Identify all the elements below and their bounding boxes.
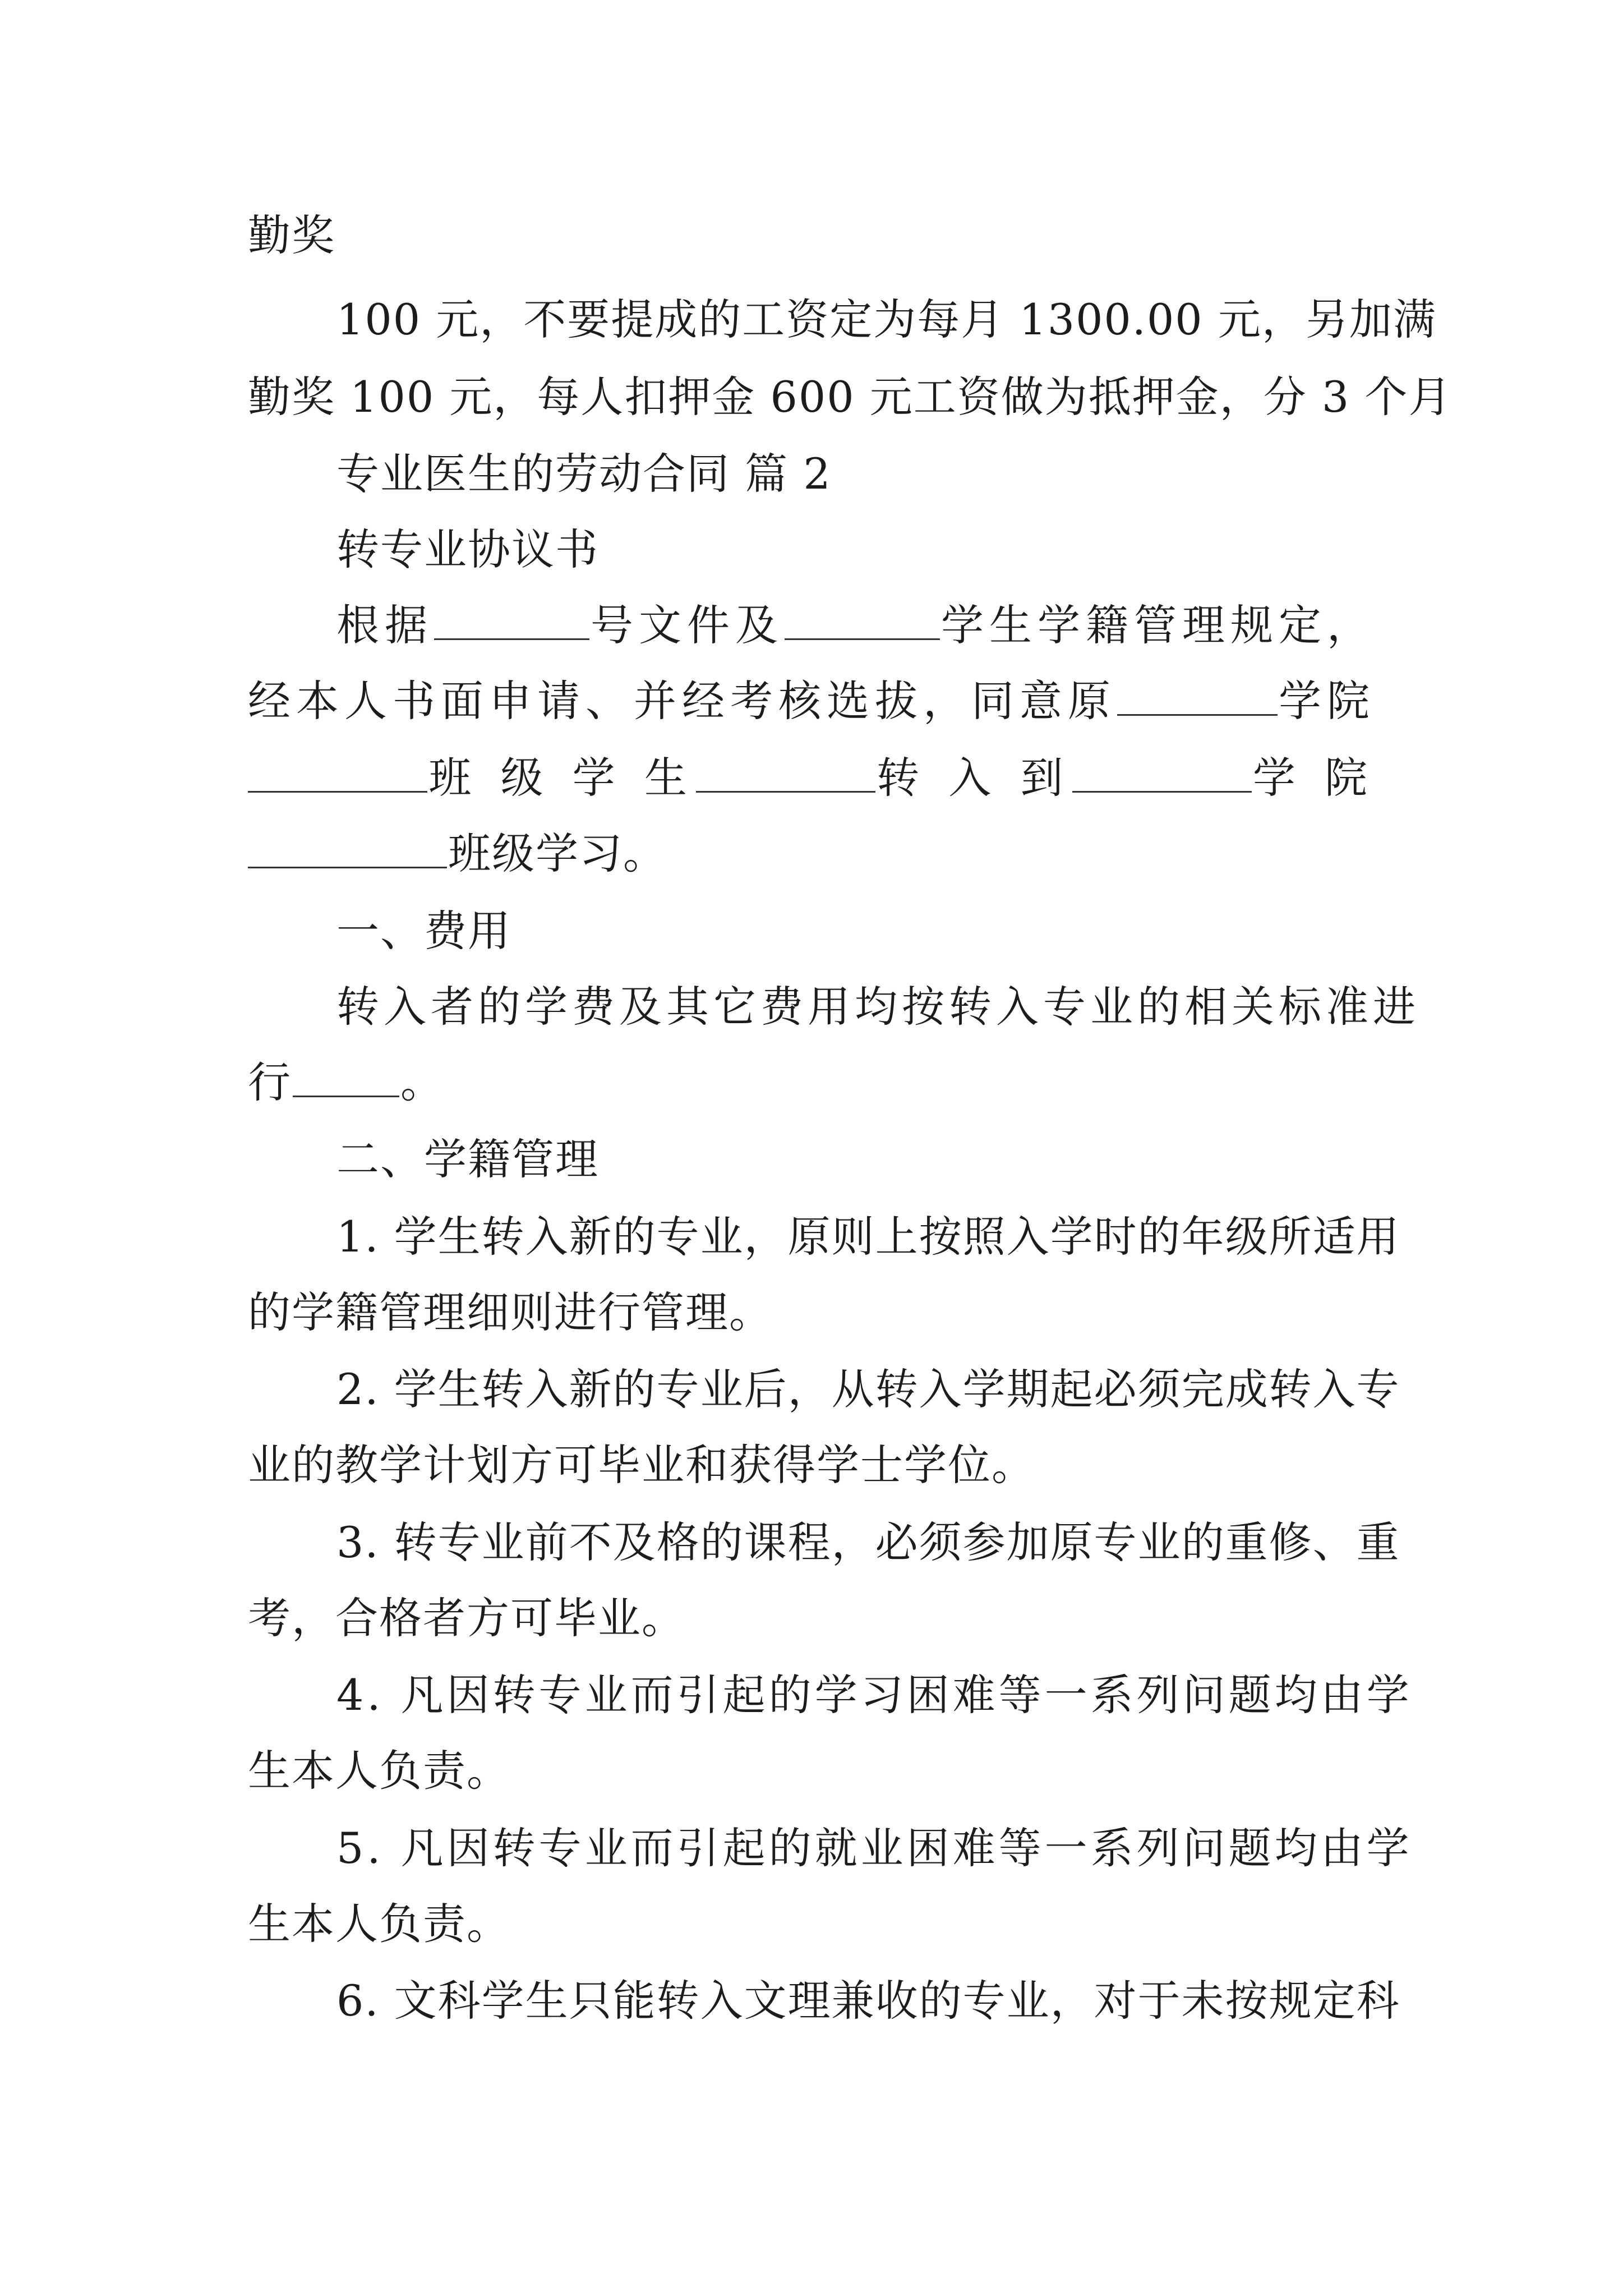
text-span: 5. 凡因转专业而引起的就业困难等一系列问题均由学: [336, 1823, 1413, 1873]
text-line: [336, 1667, 1413, 1723]
text-line: 勤奖: [248, 210, 335, 260]
text-span: 班级学习。: [448, 829, 667, 878]
text-line: [336, 292, 1437, 348]
section-heading: 一、费用: [336, 906, 511, 956]
text-line: [248, 1055, 1375, 1111]
fill-blank[interactable]: [434, 605, 589, 640]
text-span: 行: [248, 1057, 292, 1107]
text-line: [248, 750, 1375, 806]
fill-blank[interactable]: [248, 833, 447, 868]
text-span: 6. 文科学生只能转入文理兼收的专业，对于未按规定科: [336, 1976, 1400, 2026]
text-span: 3. 转专业前不及格的课程，必须参加原专业的重修、重: [336, 1517, 1400, 1567]
text-line: 生本人负责。: [248, 1746, 510, 1796]
text-span: 4. 凡因转专业而引起的学习困难等一系列问题均由学: [336, 1670, 1413, 1720]
text-span: 学院: [1279, 676, 1375, 726]
text-line: [336, 1820, 1413, 1876]
text-span: 2. 学生转入新的专业后，从转入学期起必须完成转入专: [336, 1364, 1400, 1414]
text-span: 1. 学生转入新的专业，原则上按照入学时的年级所适用: [336, 1212, 1400, 1262]
text-line: [248, 826, 1375, 882]
text-line: [336, 1973, 1400, 2029]
text-line: [336, 979, 1420, 1035]
text-line: 生本人负责。: [248, 1899, 510, 1949]
text-line: 的学籍管理细则进行管理。: [248, 1287, 773, 1337]
text-span: 班 级 学 生: [428, 753, 695, 803]
fill-blank[interactable]: [1117, 680, 1278, 716]
text-line: [336, 597, 1375, 654]
text-line: [336, 1515, 1400, 1571]
text-line: 业的教学计划方可毕业和获得学士学位。: [248, 1440, 1035, 1490]
text-line: [336, 1361, 1400, 1418]
text-line: [248, 369, 1453, 425]
text-line: [336, 1209, 1400, 1265]
text-span: 学生学籍管理规定，: [941, 600, 1375, 650]
text-line: 考，合格者方可毕业。: [248, 1593, 685, 1643]
fill-blank[interactable]: [293, 1062, 399, 1097]
text-span: 100 元，不要提成的工资定为每月 1300.00 元，另加满: [336, 295, 1437, 344]
text-line: [248, 673, 1375, 729]
fill-blank[interactable]: [1072, 757, 1252, 793]
text-span: 学 院: [1252, 753, 1376, 803]
text-span: 。: [400, 1057, 444, 1107]
text-span: 转入者的学费及其它费用均按转入专业的相关标准进: [336, 982, 1420, 1032]
text-span: 号文件及: [591, 600, 783, 650]
text-span: 经本人书面申请、并经考核选拔，同意原: [248, 676, 1116, 726]
fill-blank[interactable]: [248, 757, 427, 793]
fill-blank[interactable]: [696, 757, 875, 793]
section-heading: 专业医生的劳动合同 篇 2: [336, 449, 832, 499]
section-heading: 二、学籍管理: [336, 1134, 599, 1184]
fill-blank[interactable]: [785, 605, 940, 640]
text-span: 根据: [336, 600, 433, 650]
text-span: 勤奖 100 元，每人扣押金 600 元工资做为抵押金，分 3 个月: [248, 372, 1453, 422]
text-span: 转 入 到: [877, 753, 1071, 803]
document-title: 转专业协议书: [336, 524, 599, 574]
